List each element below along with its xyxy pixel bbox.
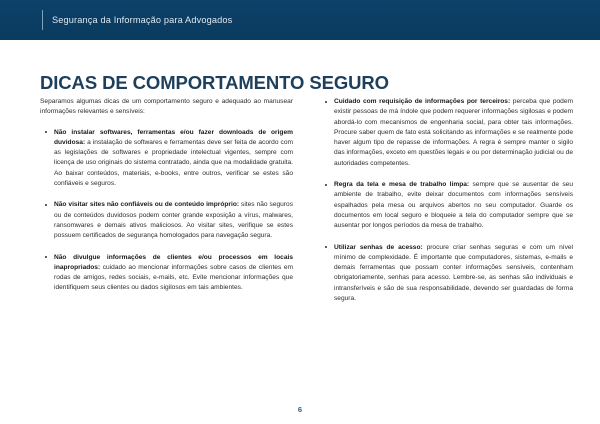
list-item — [320, 97, 573, 169]
list-item-lead: Regra da tela e mesa de trabalho limpa: — [334, 181, 470, 189]
list-item — [320, 180, 573, 231]
list-item-body: a instalação de softwares e ferramentas deve ser feita de acordo com as legislações de softwares e propriedade intelectual vigentes, sempre com licença de uso originais do sistema contratado, ainda que na modalidade gratuita. Ao baixar conteúdos, materiais, e-books, entre outros, verificar se estes são confiáveis e seguros. — [54, 138, 293, 188]
document-header-bar — [0, 0, 600, 40]
content-columns — [40, 97, 573, 304]
bullet-marker-icon — [325, 101, 327, 103]
page-title: DICAS DE COMPORTAMENTO SEGURO — [40, 72, 389, 94]
list-item-body: sites não seguros ou de conteúdos duvidosos podem conter grande exposição a vírus, malwares, ransomwares e demais ativos maliciosos. Ao visitar sites, verifique se estes possuem certificados de segurança homologados para navegação segura. — [54, 201, 293, 240]
list-item — [320, 243, 573, 305]
bullet-marker-icon — [45, 131, 47, 133]
bullet-marker-icon — [45, 204, 47, 206]
list-item — [40, 200, 293, 241]
bullet-marker-icon — [325, 184, 327, 186]
list-item — [40, 253, 293, 294]
tips-list-left — [40, 128, 293, 294]
bullet-marker-icon — [45, 256, 47, 258]
list-item-body: sempre que se ausentar de seu ambiente de trabalho, evite deixar documentos com informações sensíveis espalhados pela mesa ou arquivos abertos no seu computador. Guarde os documentos em local seguro e bloqueie a tela do computador sempre que se ausentar por longos períodos da mesa de trabalho. — [334, 181, 573, 230]
bullet-marker-icon — [325, 246, 327, 248]
right-column — [320, 97, 573, 304]
list-item-body: cuidado ao mencionar informações sobre casos de clientes em rodas de amigos, redes sociais, e-mails, etc. Evite mencionar informações que identifiquem seus clientes ou dados sigilosos em tais ambientes. — [54, 263, 293, 292]
header-divider — [42, 10, 43, 30]
list-item — [40, 128, 293, 190]
header-title: Segurança da Informação para Advogados — [52, 15, 233, 25]
list-item-lead: Não divulgue informações de clientes e/ou processos em locais inapropriados: — [54, 253, 293, 271]
intro-paragraph: Separamos algumas dicas de um comportamento seguro e adequado ao manusear informações relevantes e sensíveis: — [40, 98, 293, 116]
left-column — [40, 97, 293, 304]
list-item-lead: Não instalar softwares, ferramentas e/ou fazer downloads de origem duvidosa: — [54, 128, 293, 146]
page-number: 6 — [297, 405, 303, 414]
list-item-lead: Não visitar sites não confiáveis ou de conteúdo impróprio: — [54, 201, 240, 209]
list-item-lead: Cuidado com requisição de informações por terceiros: — [334, 98, 511, 105]
list-item-body: procure criar senhas seguras e com um nível mínimo de complexidade. É importante que computadores, sistemas, e-mails e demais ferramentas que possam conter informações sensíveis, contenham obrigatoriamente, senhas para acesso. Lembre-se, as senhas são individuais e intransferíveis e são de sua responsabilidade, devendo ser guardadas de forma segura. — [334, 243, 573, 303]
list-item-body: perceba que podem existir pessoas de má índole que podem requerer informações sigilosas e podem abordá-lo com mecanismos de engenharia social, para obter tais informações. Procure saber quem de fato está solicitando as informações e se realmente pode haver algum tipo de repasse de informações. A regra é sempre manter o sigilo das informações, exceto em questões legais e ou por determinação judicial ou de autoridades competentes. — [334, 98, 573, 167]
tips-list-right — [320, 97, 573, 304]
list-item-lead: Utilizar senhas de acesso: — [334, 243, 423, 251]
